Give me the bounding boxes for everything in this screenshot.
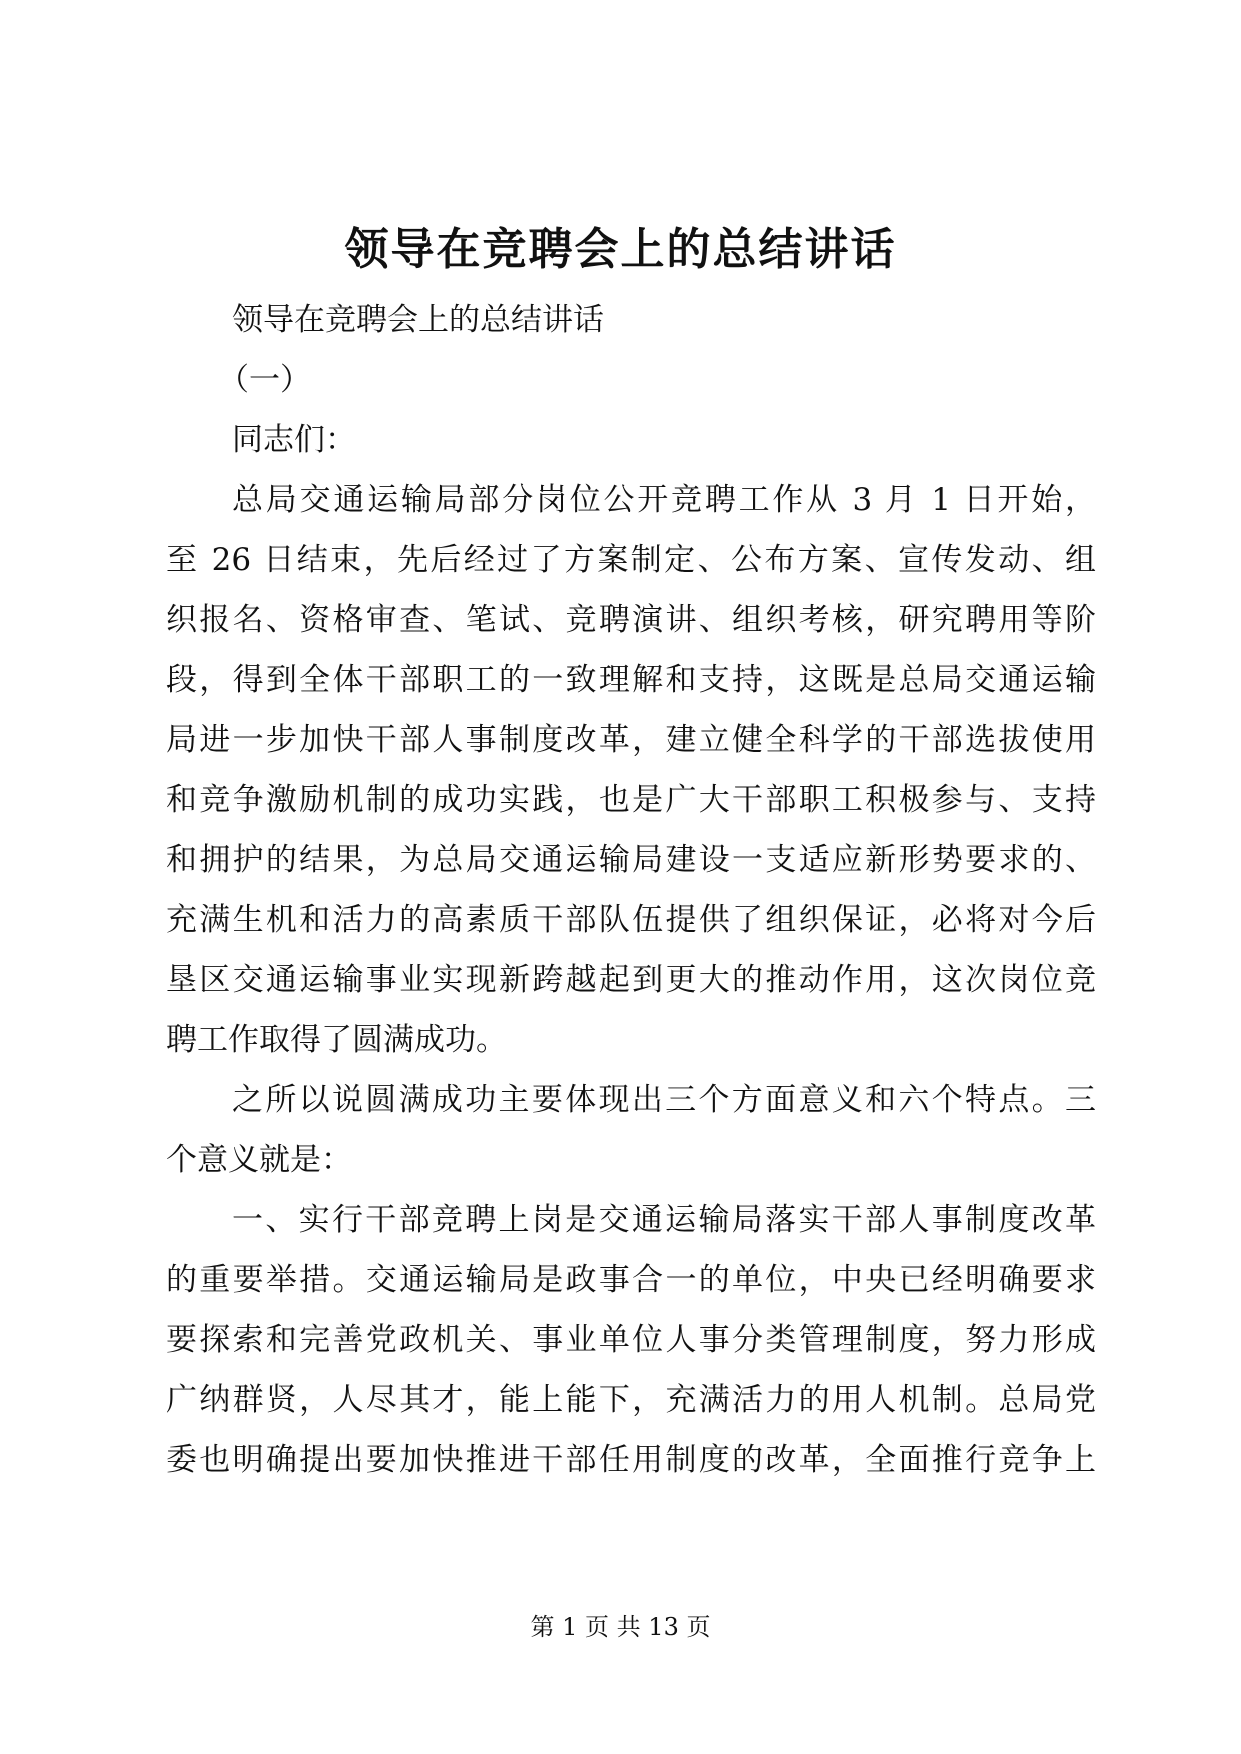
paragraph-line: 和竞争激励机制的成功实践，也是广大干部职工积极参与、支持 bbox=[166, 782, 1096, 818]
paragraph-line: 要探索和完善党政机关、事业单位人事分类管理制度，努力形成 bbox=[166, 1322, 1096, 1358]
paragraph-line: 至 26 日结束，先后经过了方案制定、公布方案、宣传发动、组 bbox=[166, 542, 1096, 578]
paragraph-line: 织报名、资格审查、笔试、竞聘演讲、组织考核，研究聘用等阶 bbox=[166, 602, 1096, 638]
greeting: 同志们： bbox=[232, 422, 356, 458]
paragraph-line: 局进一步加快干部人事制度改革，建立健全科学的干部选拔使用 bbox=[166, 722, 1096, 758]
paragraph-line: 的重要举措。交通运输局是政事合一的单位，中央已经明确要求 bbox=[166, 1262, 1096, 1298]
paragraph-line: 之所以说圆满成功主要体现出三个方面意义和六个特点。三 bbox=[232, 1082, 1096, 1118]
paragraph-line: 一、实行干部竞聘上岗是交通运输局落实干部人事制度改革 bbox=[232, 1202, 1096, 1238]
document-subtitle: 领导在竞聘会上的总结讲话 bbox=[232, 302, 604, 338]
document-body bbox=[166, 290, 1096, 1490]
paragraph-line: 充满生机和活力的高素质干部队伍提供了组织保证，必将对今后 bbox=[166, 902, 1096, 938]
paragraph-line: 聘工作取得了圆满成功。 bbox=[166, 1022, 507, 1058]
paragraph-line: 段，得到全体干部职工的一致理解和支持，这既是总局交通运输 bbox=[166, 662, 1096, 698]
section-marker: （一） bbox=[218, 362, 311, 398]
paragraph-line: 委也明确提出要加快推进干部任用制度的改革，全面推行竞争上 bbox=[166, 1442, 1096, 1478]
paragraph-line: 垦区交通运输事业实现新跨越起到更大的推动作用，这次岗位竞 bbox=[166, 962, 1096, 998]
paragraph-line: 个意义就是： bbox=[166, 1142, 352, 1178]
page-footer: 第 1 页 共 13 页 bbox=[530, 1613, 711, 1641]
paragraph-line: 总局交通运输局部分岗位公开竞聘工作从 3 月 1 日开始， bbox=[232, 482, 1096, 518]
paragraph-line: 广纳群贤，人尽其才，能上能下，充满活力的用人机制。总局党 bbox=[166, 1382, 1096, 1418]
document-title: 领导在竞聘会上的总结讲话 bbox=[344, 224, 897, 275]
paragraph-line: 和拥护的结果，为总局交通运输局建设一支适应新形势要求的、 bbox=[166, 842, 1096, 878]
